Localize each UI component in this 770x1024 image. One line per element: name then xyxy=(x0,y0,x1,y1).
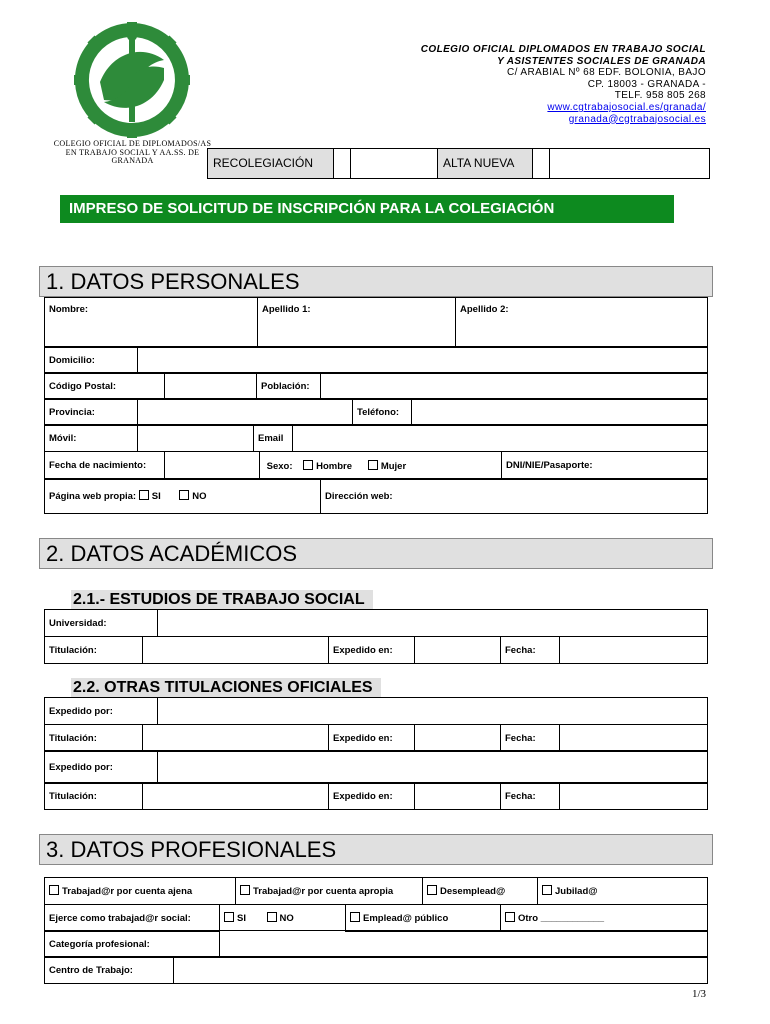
expedido-en-input[interactable] xyxy=(415,783,501,810)
logo-caption: COLEGIO OFICIAL DE DIPLOMADOS/AS EN TRABAJO SOCIAL Y AA.SS. DE GRANADA xyxy=(53,139,212,165)
apellido1-field[interactable]: Apellido 1: xyxy=(258,298,456,348)
centro-table xyxy=(44,956,708,984)
titulacion-label: Titulación: xyxy=(45,725,143,752)
expedido-en-label: Expedido en: xyxy=(329,637,415,664)
postal-table xyxy=(44,372,708,400)
titulacion-label: Titulación: xyxy=(45,637,143,664)
expedido-por-input[interactable] xyxy=(158,751,708,784)
movil-label: Móvil: xyxy=(45,425,138,452)
domicilio-label: Domicilio: xyxy=(45,347,138,374)
titulacion-table-2 xyxy=(44,782,708,810)
poblacion-label: Población: xyxy=(257,373,321,400)
ejerce-label: Ejerce como trabajad@r social: xyxy=(45,905,220,932)
web-si-checkbox[interactable] xyxy=(139,490,149,500)
expedido-en-input[interactable] xyxy=(415,637,501,664)
cuenta-ajena-option[interactable]: Trabajad@r por cuenta ajena xyxy=(45,878,236,905)
titulacion-table-1 xyxy=(44,724,708,752)
expedido-por-label: Expedido por: xyxy=(45,751,158,784)
nombre-field[interactable]: Nombre: xyxy=(45,298,258,348)
titulacion-input[interactable] xyxy=(143,637,329,664)
poblacion-input[interactable] xyxy=(321,373,708,400)
fecha-label: Fecha: xyxy=(501,783,560,810)
publico-checkbox[interactable] xyxy=(350,912,360,922)
fecha-input[interactable] xyxy=(560,783,708,810)
org-name-line1: COLEGIO OFICIAL DIPLOMADOS EN TRABAJO SOCIAL xyxy=(420,44,706,55)
otro-checkbox[interactable] xyxy=(505,912,515,922)
org-website-link[interactable]: www.cgtrabajosocial.es/granada/ xyxy=(547,101,706,113)
nacimiento-table xyxy=(44,451,708,480)
fecha-input[interactable] xyxy=(560,637,708,664)
titulacion-label: Titulación: xyxy=(45,783,143,810)
hombre-checkbox[interactable] xyxy=(303,460,313,470)
jubilad-checkbox[interactable] xyxy=(542,885,552,895)
desemplead-option[interactable]: Desemplead@ xyxy=(423,878,538,905)
publico-option[interactable]: Emplead@ público xyxy=(346,905,501,932)
domicilio-input[interactable] xyxy=(138,347,708,374)
subsection-otras-titulaciones: 2.2. OTRAS TITULACIONES OFICIALES xyxy=(71,678,381,697)
fecha-label: Fecha: xyxy=(501,725,560,752)
section-personal-title: 1. DATOS PERSONALES xyxy=(39,266,713,297)
college-logo xyxy=(52,22,212,140)
alta-nueva-checkbox[interactable] xyxy=(532,148,550,179)
jubilad-option[interactable]: Jubilad@ xyxy=(538,878,708,905)
mujer-checkbox[interactable] xyxy=(368,460,378,470)
categoria-input[interactable] xyxy=(220,931,708,958)
recolegiacion-field[interactable] xyxy=(350,148,438,179)
direccion-web-field[interactable]: Dirección web: xyxy=(321,479,708,514)
ejerce-no-checkbox[interactable] xyxy=(267,912,277,922)
web-no-checkbox[interactable] xyxy=(179,490,189,500)
fecha-nacimiento-label: Fecha de nacimiento: xyxy=(45,452,165,480)
categoria-table xyxy=(44,930,708,958)
titulacion-input[interactable] xyxy=(143,783,329,810)
situacion-table xyxy=(44,877,708,905)
expedido-por-table-2 xyxy=(44,750,708,784)
org-name-line2: Y ASISTENTES SOCIALES DE GRANADA xyxy=(497,55,706,67)
alta-nueva-field[interactable] xyxy=(549,148,710,179)
centro-label: Centro de Trabajo: xyxy=(45,957,174,984)
org-postal: CP. 18003 - GRANADA - xyxy=(587,78,706,90)
form-title-banner: IMPRESO DE SOLICITUD DE INSCRIPCIÓN PARA LA COLEGIACIÓN xyxy=(60,195,674,223)
provincia-label: Provincia: xyxy=(45,399,138,426)
org-phone: TELF. 958 805 268 xyxy=(614,90,706,102)
dni-field[interactable]: DNI/NIE/Pasaporte: xyxy=(502,452,708,480)
expedido-en-input[interactable] xyxy=(415,725,501,752)
expedido-por-table-1 xyxy=(44,697,708,725)
web-propia-group: Página web propia: SI NO xyxy=(45,479,321,514)
web-table xyxy=(44,478,708,514)
alta-nueva-label: ALTA NUEVA xyxy=(437,148,533,179)
otro-option[interactable]: Otro ____________ xyxy=(501,905,708,932)
expedido-por-label: Expedido por: xyxy=(45,698,158,725)
fecha-label: Fecha: xyxy=(501,637,560,664)
desemplead-checkbox[interactable] xyxy=(427,885,437,895)
centro-input[interactable] xyxy=(174,957,708,984)
email-label: Email xyxy=(254,425,293,452)
expedido-por-input[interactable] xyxy=(158,698,708,725)
universidad-table xyxy=(44,609,708,637)
page-number: 1/3 xyxy=(691,988,706,1000)
org-email-link[interactable]: granada@cgtrabajosocial.es xyxy=(568,113,706,125)
fecha-input[interactable] xyxy=(560,725,708,752)
ejerce-table xyxy=(44,904,708,932)
personal-data-table xyxy=(44,297,708,348)
codigo-postal-label: Código Postal: xyxy=(45,373,165,400)
domicilio-table xyxy=(44,346,708,374)
org-address-block xyxy=(286,44,706,125)
provincia-table xyxy=(44,398,708,426)
telefono-input[interactable] xyxy=(412,399,708,426)
apellido2-field[interactable]: Apellido 2: xyxy=(456,298,708,348)
universidad-input[interactable] xyxy=(158,610,708,637)
recolegiacion-checkbox[interactable] xyxy=(333,148,351,179)
movil-table xyxy=(44,424,708,452)
cuenta-propia-checkbox[interactable] xyxy=(240,885,250,895)
section-academic-title: 2. DATOS ACADÉMICOS xyxy=(39,538,713,569)
subsection-trabajo-social: 2.1.- ESTUDIOS DE TRABAJO SOCIAL xyxy=(71,590,373,609)
expedido-en-label: Expedido en: xyxy=(329,783,415,810)
ejerce-si-checkbox[interactable] xyxy=(224,912,234,922)
titulacion-input[interactable] xyxy=(143,725,329,752)
cuenta-ajena-checkbox[interactable] xyxy=(49,885,59,895)
section-professional-title: 3. DATOS PROFESIONALES xyxy=(39,834,713,865)
movil-input[interactable] xyxy=(138,425,254,452)
expedido-en-label: Expedido en: xyxy=(329,725,415,752)
telefono-label: Teléfono: xyxy=(353,399,412,426)
ejerce-no-option[interactable]: NO xyxy=(263,905,346,932)
universidad-label: Universidad: xyxy=(45,610,158,637)
email-input[interactable] xyxy=(293,425,708,452)
titulacion-ts-table xyxy=(44,636,708,664)
sexo-group: Sexo: Hombre Mujer xyxy=(260,452,502,480)
codigo-postal-input[interactable] xyxy=(165,373,257,400)
cuenta-propia-option[interactable]: Trabajad@r por cuenta apropia xyxy=(236,878,423,905)
fecha-nacimiento-input[interactable] xyxy=(165,452,260,480)
recolegiacion-label: RECOLEGIACIÓN xyxy=(207,148,334,179)
ejerce-si-option[interactable]: SI xyxy=(220,905,263,932)
org-street: C/ ARABIAL Nº 68 EDF. BOLONIA, BAJO xyxy=(506,67,706,79)
categoria-label: Categoría profesional: xyxy=(45,931,220,958)
provincia-input[interactable] xyxy=(138,399,353,426)
